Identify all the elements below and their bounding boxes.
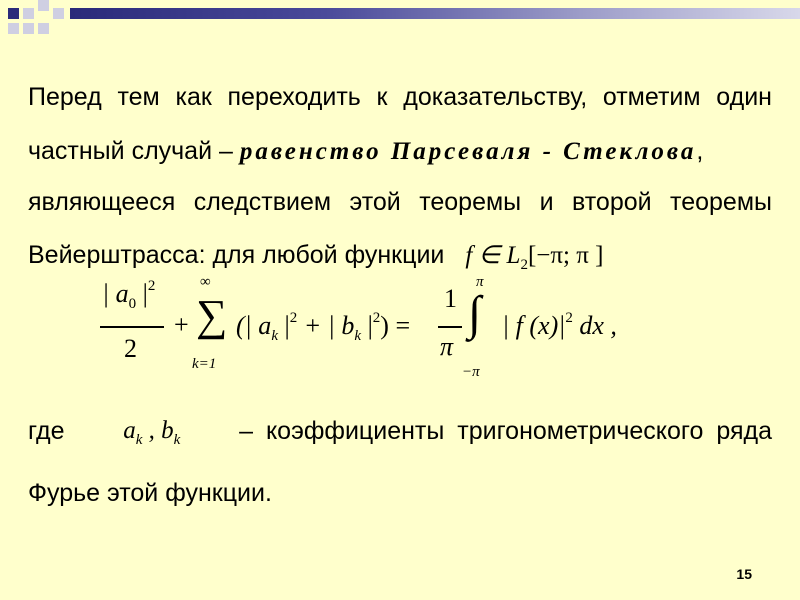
integral-symbol: ∫ <box>468 287 482 340</box>
paragraph-line-5 <box>28 416 772 455</box>
plus-sign: + <box>174 310 189 339</box>
paragraph-line-1 <box>28 82 772 112</box>
paragraph-line-6 <box>28 478 772 508</box>
text-segment: Вейерштрасса: для любой функции <box>28 241 445 269</box>
sum-upper-limit: ∞ <box>200 274 211 290</box>
integrand: | f $(x)|^2$ dx , <box>502 310 617 340</box>
paragraph-line-3 <box>28 187 772 217</box>
integral-upper-limit: π <box>476 274 484 290</box>
decor-square <box>38 0 49 11</box>
pi-fraction-bar <box>438 326 462 328</box>
pi-fraction-numerator: 1 <box>444 284 457 313</box>
decor-square <box>23 23 34 34</box>
paragraph-line-2 <box>28 136 772 167</box>
function-space-expression: f ∈ $L_2[-\pi$; π ] <box>465 242 604 273</box>
text-segment: где <box>28 417 65 445</box>
summation-symbol: ∑ <box>196 291 228 340</box>
sum-lower-limit: k=1 <box>192 356 217 372</box>
page-number: 15 <box>736 566 752 582</box>
decor-square <box>53 8 64 19</box>
emphasized-term: равенство Парсеваля - Стеклова <box>239 138 697 165</box>
text-segment: частный случай – <box>28 137 233 165</box>
text-line: являющееся следствием этой теоремы и второй теоремы <box>28 188 772 216</box>
parseval-formula <box>100 270 660 400</box>
text-segment: – коэффициенты тригонометрического ряда <box>239 417 772 445</box>
text-line: Фурье этой функции. <box>28 479 272 507</box>
sum-term: (| $a_k$ $|^2$ + | $b_k$ $|^2$) = <box>236 310 411 344</box>
coefficients-expression: $a_k$ , $b_k$ <box>123 417 181 448</box>
title-decor-bar <box>70 8 800 19</box>
decor-square <box>38 23 49 34</box>
fraction-bar <box>100 326 164 328</box>
fraction-denominator: 2 <box>124 334 137 363</box>
text-segment: , <box>696 137 704 165</box>
decor-square <box>8 23 19 34</box>
fraction-numerator: | $a_0$ $|^2$ <box>102 278 156 312</box>
text-line: Перед тем как переходить к доказательству, отметим один <box>28 83 772 111</box>
decor-square-dark <box>8 8 19 19</box>
decor-square <box>23 8 34 19</box>
integral-lower-limit: −π <box>462 364 480 380</box>
pi-fraction-denominator: π <box>440 332 454 361</box>
